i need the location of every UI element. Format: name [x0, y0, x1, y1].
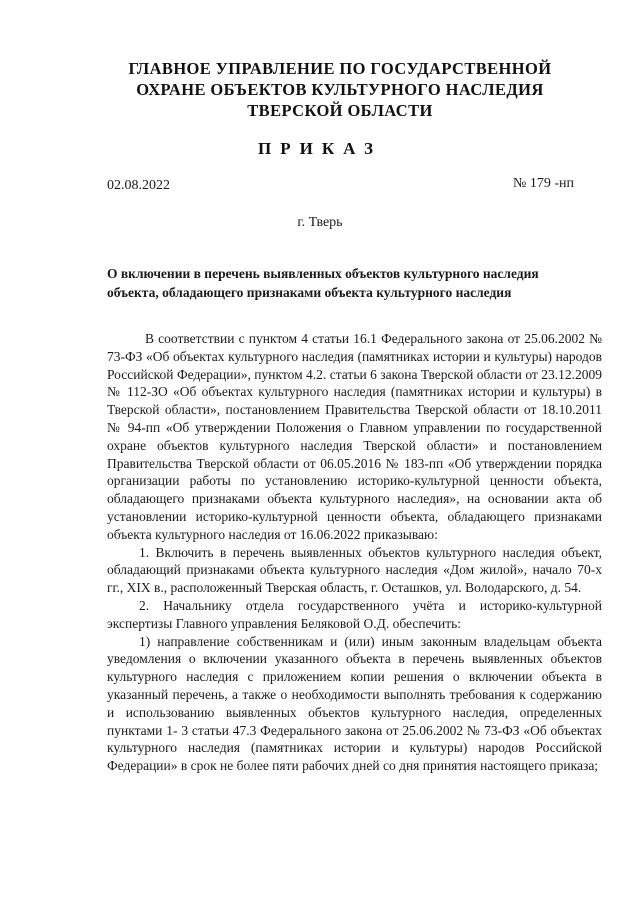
subject-line: объекта, обладающего признаками объекта культурного наследия: [107, 284, 512, 300]
document-date: 02.08.2022: [107, 178, 170, 193]
document-title: ПРИКАЗ: [258, 139, 382, 158]
order-item-1: 1. Включить в перечень выявленных объектов культурного наследия объект, обладающий признаками объекта культурного наследия «Дом жилой», начало 70-х гг., XIX в., расположенный Тверская область, г. Осташков, ул. Володарского, д. 54.: [107, 544, 602, 596]
document-subject: [107, 265, 602, 302]
header-line: ОХРАНЕ ОБЪЕКТОВ КУЛЬТУРНОГО НАСЛЕДИЯ: [136, 80, 544, 99]
subject-line: О включении в перечень выявленных объектов культурного наследия: [107, 266, 539, 281]
document-body: [107, 330, 602, 775]
order-item-2: 2. Начальнику отдела государственного учёта и историко-культурной экспертизы Главного управления Беляковой О.Д. обеспечить:: [107, 597, 602, 631]
order-subitem-1: 1) направление собственникам и (или) иным законным владельцам объекта уведомления о включении указанного объекта в перечень выявленных объектов культурного наследия с приложением копии решения о включении объекта в указанный перечень, а также о необходимости выполнять требования к содержанию и использованию выявленных объектов культурного наследия, определенных пунктами 1- 3 статьи 47.3 Федерального закона от 25.06.2002 № 73-ФЗ «Об объектах культурного наследия (памятниках истории и культуры) народов Российской Федерации» в срок не более пяти рабочих дней со дня принятия настоящего приказа;: [107, 633, 602, 774]
document-number: № 179 -нп: [513, 176, 575, 191]
header-line: ГЛАВНОЕ УПРАВЛЕНИЕ ПО ГОСУДАРСТВЕННОЙ: [128, 59, 552, 78]
document-city: г. Тверь: [297, 215, 343, 230]
agency-header: [100, 58, 580, 121]
header-line: ТВЕРСКОЙ ОБЛАСТИ: [247, 101, 433, 120]
preamble-paragraph: В соответствии с пунктом 4 статьи 16.1 Федерального закона от 25.06.2002 № 73-ФЗ «Об объектах культурного наследия (памятниках истории и культуры) народов Российской Федерации», пунктом 4.2. статьи 6 закона Тверской области от 23.12.2009 № 112-ЗО «Об объектах культурного наследия (памятниках истории и культуры) в Тверской области», постановлением Правительства Тверской области от 18.10.2011 № 94-пп «Об утверждении Положения о Главном управлении по государственной охране объектов культурного наследия Тверской области» и постановлением Правительства Тверской области от 06.05.2016 № 183-пп «Об утверждении порядка организации работы по установлению историко-культурной ценности объекта, обладающего признаками объекта культурного наследия», на основании акта об установлении историко-культурной ценности объекта, обладающего признаками объекта культурного наследия от 16.06.2022 приказываю:: [107, 331, 602, 542]
